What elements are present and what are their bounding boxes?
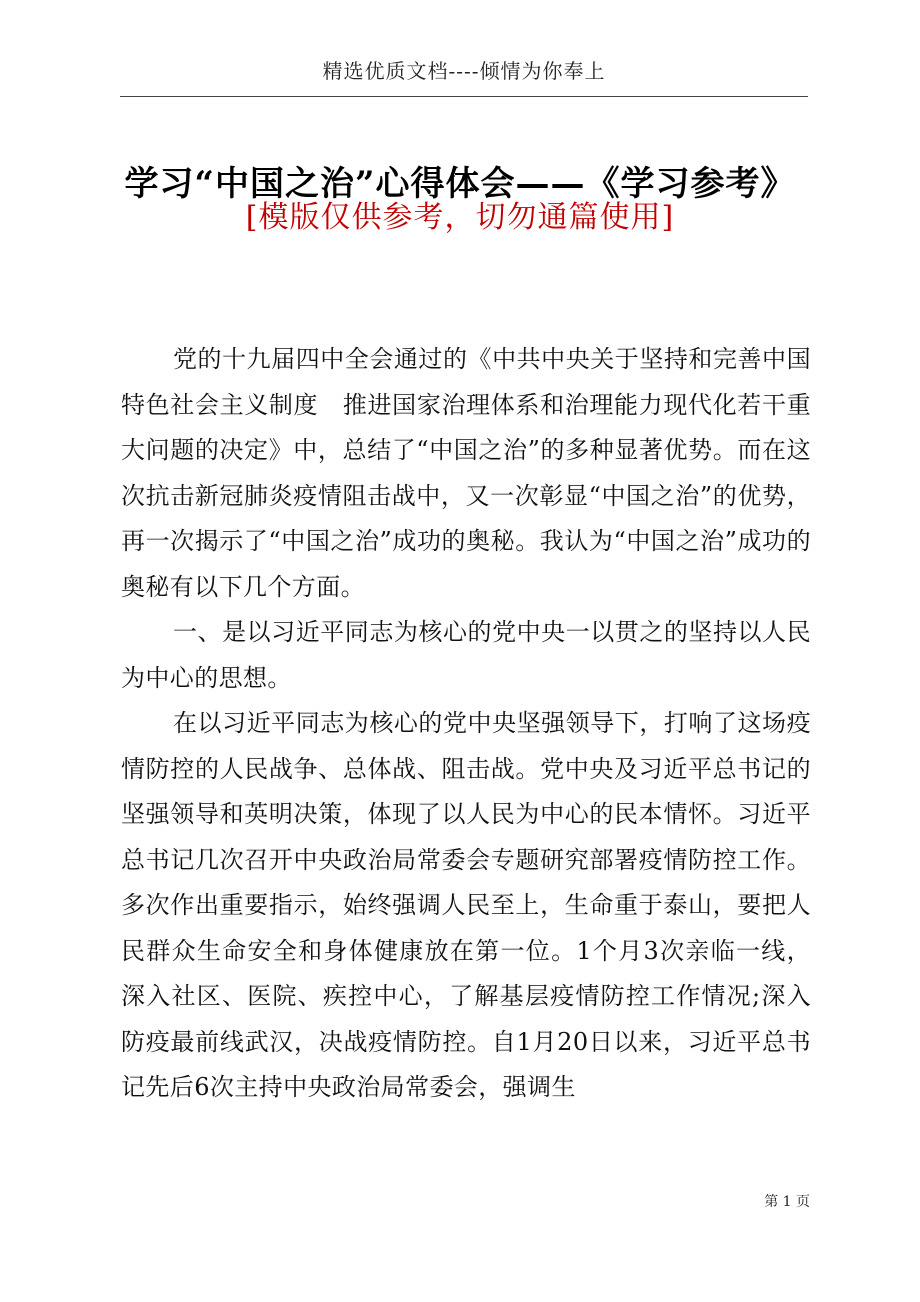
page-number: 第 1 页 [764, 1194, 810, 1210]
paragraph-intro: 党的十九届四中全会通过的《中共中央关于坚持和完善中国特色社会主义制度 推进国家治理体系和治理能力现代化若干重大问题的决定》中，总结了“中国之治”的多种显著优势。而在这次抗击新冠肺炎疫情阻击战中，又一次彰显“中国之治”的优势，再一次揭示了“中国之治”成功的奥秘。我认为“中国之治”成功的奥秘有以下几个方面。 [121, 345, 811, 601]
page-header: 精选优质文档----倾情为你奉上 [322, 59, 606, 83]
document-body [121, 337, 811, 1111]
header-divider [120, 96, 808, 97]
template-notice: [模版仅供参考，切勿通篇使用] [245, 200, 675, 235]
document-title: 学习“中国之治”心得体会——《学习参考》 [124, 164, 796, 204]
paragraph-point-one: 一、是以习近平同志为核心的党中央一以贯之的坚持以人民为中心的思想。 [121, 618, 811, 692]
paragraph-leadership: 在以习近平同志为核心的党中央坚强领导下，打响了这场疫情防控的人民战争、总体战、阻击战。党中央及习近平总书记的坚强领导和英明决策，体现了以人民为中心的民本情怀。习近平总书记几次召开中央政治局常委会专题研究部署疫情防控工作。多次作出重要指示，始终强调人民至上，生命重于泰山，要把人民群众生命安全和身体健康放在第一位。1个月3次亲临一线，深入社区、医院、疾控中心，了解基层疫情防控工作情况;深入防疫最前线武汉，决战疫情防控。自1月20日以来，习近平总书记先后6次主持中央政治局常委会，强调生 [121, 709, 811, 1101]
